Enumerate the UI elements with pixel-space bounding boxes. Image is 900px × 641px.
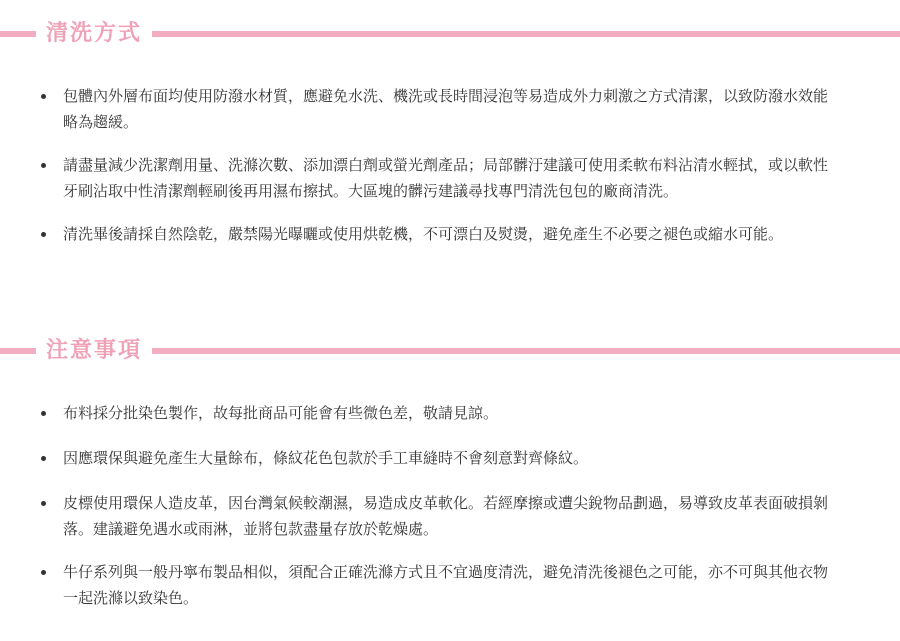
heading-bar-left: [0, 348, 36, 354]
list-item-text: 包體內外層布面均使用防潑水材質，應避免水洗、機洗或長時間浸泡等易造成外力刺激之方式清潔，以致防潑水效能略為趨緩。: [63, 87, 829, 131]
list-item-text: 布料採分批染色製作，故每批商品可能會有些微色差，敬請見諒。: [63, 404, 499, 422]
list-item: [0, 490, 900, 542]
section-heading: [0, 336, 900, 366]
heading-bar-right: [152, 348, 900, 354]
heading-bar-right: [152, 31, 900, 37]
section-heading: [0, 19, 900, 49]
list-item: [0, 221, 900, 247]
section-title: 注意事項: [46, 338, 143, 363]
list-item: [0, 400, 900, 426]
heading-bar-left: [0, 31, 36, 37]
bullet-list: [0, 83, 900, 247]
list-item: [0, 152, 900, 204]
list-item-text: 因應環保與避免產生大量餘布，條紋花色包款於手工車縫時不會刻意對齊條紋。: [63, 449, 589, 467]
bullet-dot-icon: [41, 501, 46, 506]
bullet-dot-icon: [41, 411, 46, 416]
bullet-dot-icon: [41, 94, 46, 99]
list-item: [0, 445, 900, 471]
list-item-text: 清洗畢後請採自然陰乾，嚴禁陽光曝曬或使用烘乾機，不可漂白及熨燙，避免產生不必要之褪色或縮水可能。: [63, 225, 784, 243]
section-notes: [0, 336, 900, 611]
bullet-dot-icon: [41, 456, 46, 461]
list-item-text: 請盡量減少洗潔劑用量、洗滌次數、添加漂白劑或螢光劑產品；局部髒汙建議可使用柔軟布料沾清水輕拭，或以軟性牙刷沾取中性清潔劑輕刷後再用濕布擦拭。大區塊的髒污建議尋找專門清洗包包的廠商清洗。: [63, 156, 829, 200]
list-item-text: 牛仔系列與一般丹寧布製品相似，須配合正確洗滌方式且不宜過度清洗，避免清洗後褪色之可能，亦不可與其他衣物一起洗滌以致染色。: [63, 563, 829, 607]
bullet-dot-icon: [41, 570, 46, 575]
bullet-dot-icon: [41, 163, 46, 168]
bullet-list: [0, 400, 900, 611]
list-item: [0, 559, 900, 611]
list-item: [0, 83, 900, 135]
section-title: 清洗方式: [46, 21, 143, 46]
list-item-text: 皮標使用環保人造皮革，因台灣氣候較潮濕，易造成皮革軟化。若經摩擦或遭尖銳物品劃過，易導致皮革表面破損剝落。建議避免遇水或雨淋，並將包款盡量存放於乾燥處。: [63, 494, 829, 538]
section-cleaning: [0, 19, 900, 247]
bullet-dot-icon: [41, 232, 46, 237]
